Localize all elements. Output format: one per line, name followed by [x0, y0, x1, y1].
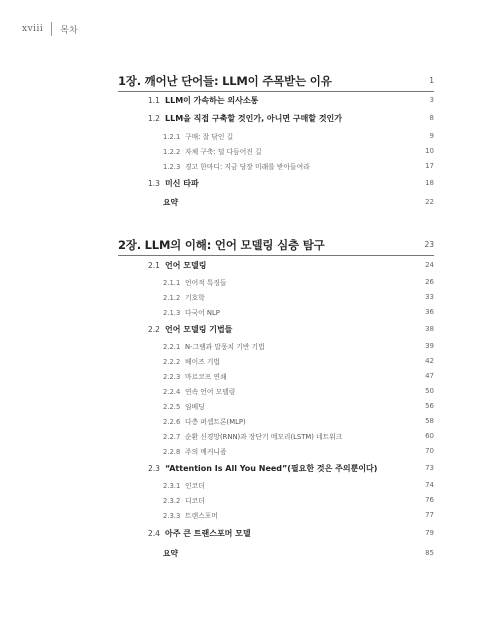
entry-number: 1.2.1: [163, 133, 181, 141]
entry-title: 언어 모델링 기법들: [165, 324, 233, 334]
entry-page: 17: [425, 162, 434, 170]
entry-title: 연속 언어 모델링: [185, 388, 236, 396]
entry-title: N-그램과 말뭉치 기반 기법: [185, 343, 265, 351]
entry-page: 76: [425, 496, 434, 504]
toc-entry-1-2-3[interactable]: [163, 159, 434, 173]
entry-title: 요약: [163, 197, 179, 207]
entry-page: 36: [425, 308, 434, 316]
entry-number: 2.2.2: [163, 358, 181, 366]
entry-page: 38: [425, 325, 434, 333]
entry-title: LLM을 직접 구축할 것인가, 아니면 구매할 것인가: [165, 113, 343, 123]
header-divider: [51, 22, 52, 36]
toc-entry-1-3[interactable]: [148, 176, 434, 190]
entry-page: 39: [425, 342, 434, 350]
toc-entry-2-4[interactable]: [148, 526, 434, 540]
toc-entry-1-2[interactable]: [148, 111, 434, 125]
entry-title: 경고 한마디: 지금 당장 미래를 받아들여라: [185, 163, 310, 171]
chapter-page: 23: [424, 240, 434, 249]
entry-number: 2.3.3: [163, 512, 181, 520]
entry-title: 아주 큰 트랜스포머 모델: [165, 528, 251, 538]
toc-entry-summary-2[interactable]: [163, 546, 434, 560]
entry-number: 1.2.3: [163, 163, 181, 171]
entry-number: 2.2: [148, 324, 160, 334]
entry-number: 2.2.4: [163, 388, 181, 396]
toc-entry-2-2-1[interactable]: [163, 339, 434, 353]
toc-entry-2-3-3[interactable]: [163, 508, 434, 522]
toc-entry-summary-1[interactable]: [163, 195, 434, 209]
toc-entry-2-3-2[interactable]: [163, 493, 434, 507]
entry-number: 2.2.8: [163, 448, 181, 456]
entry-number: 2.3.1: [163, 482, 181, 490]
entry-page: 3: [429, 96, 434, 104]
entry-title: 언어적 특징들: [185, 279, 227, 287]
entry-title: 디코더: [185, 497, 205, 505]
entry-page: 42: [425, 357, 434, 365]
entry-title: 다국어 NLP: [185, 309, 220, 317]
entry-number: 2.3.2: [163, 497, 181, 505]
entry-title: LLM이 가속하는 의사소통: [165, 95, 259, 105]
toc-entry-2-2-8[interactable]: [163, 444, 434, 458]
entry-number: 2.4: [148, 528, 160, 538]
entry-page: 73: [425, 464, 434, 472]
toc-entry-2-1-3[interactable]: [163, 305, 434, 319]
toc-entry-2-2[interactable]: [148, 322, 434, 336]
chapter-1-heading[interactable]: [118, 70, 434, 92]
entry-number: 2.1.1: [163, 279, 181, 287]
entry-title: 요약: [163, 548, 179, 558]
entry-title: 트랜스포머: [185, 512, 218, 520]
entry-page: 8: [429, 114, 434, 122]
toc-entry-2-1-2[interactable]: [163, 290, 434, 304]
toc-entry-2-2-6[interactable]: [163, 414, 434, 428]
entry-title: “Attention Is All You Need”(필요한 것은 주의뿐이다): [165, 463, 378, 473]
toc-entry-2-2-4[interactable]: [163, 384, 434, 398]
entry-number: 2.2.1: [163, 343, 181, 351]
chapter-page: 1: [429, 76, 434, 85]
toc-entry-2-3[interactable]: [148, 461, 434, 475]
entry-page: 47: [425, 372, 434, 380]
entry-title: 마르코프 연쇄: [185, 373, 227, 381]
section-label: 목차: [60, 25, 78, 36]
entry-page: 50: [425, 387, 434, 395]
entry-page: 18: [425, 179, 434, 187]
toc-entry-2-2-7[interactable]: [163, 429, 434, 443]
entry-page: 70: [425, 447, 434, 455]
toc-entry-2-1-1[interactable]: [163, 275, 434, 289]
chapter-2-heading[interactable]: [118, 234, 434, 256]
entry-title: 다층 퍼셉트론(MLP): [185, 418, 246, 426]
toc-entry-1-1[interactable]: [148, 93, 434, 107]
chapter-title: 2장. LLM의 이해: 언어 모델링 심층 탐구: [118, 237, 325, 252]
toc-entry-2-2-3[interactable]: [163, 369, 434, 383]
toc-entry-2-1[interactable]: [148, 258, 434, 272]
toc-entry-2-3-1[interactable]: [163, 478, 434, 492]
entry-page: 85: [425, 549, 434, 557]
entry-page: 26: [425, 278, 434, 286]
entry-number: 2.2.6: [163, 418, 181, 426]
entry-number: 2.3: [148, 463, 160, 473]
entry-number: 1.3: [148, 178, 160, 188]
toc-entry-1-2-2[interactable]: [163, 144, 434, 158]
entry-title: 순환 신경망(RNN)과 장단기 메모리(LSTM) 네트워크: [185, 433, 343, 441]
entry-number: 2.2.3: [163, 373, 181, 381]
entry-title: 주의 메커니즘: [185, 448, 227, 456]
chapter-title: 1장. 깨어난 단어들: LLM이 주목받는 이유: [118, 73, 332, 88]
entry-number: 2.1: [148, 260, 160, 270]
entry-page: 10: [425, 147, 434, 155]
entry-title: 베이즈 기법: [185, 358, 220, 366]
entry-title: 임베딩: [185, 403, 205, 411]
entry-page: 9: [429, 132, 434, 140]
toc-entry-2-2-2[interactable]: [163, 354, 434, 368]
toc-entry-2-2-5[interactable]: [163, 399, 434, 413]
entry-number: 1.2.2: [163, 148, 181, 156]
entry-title: 기호학: [185, 294, 205, 302]
entry-number: 2.2.5: [163, 403, 181, 411]
entry-title: 미신 타파: [165, 178, 199, 188]
entry-title: 언어 모델링: [165, 260, 207, 270]
running-head: [22, 22, 78, 36]
entry-page: 60: [425, 432, 434, 440]
entry-page: 58: [425, 417, 434, 425]
entry-page: 56: [425, 402, 434, 410]
entry-title: 인코더: [185, 482, 205, 490]
entry-number: 1.1: [148, 95, 160, 105]
entry-number: 1.2: [148, 113, 160, 123]
entry-page: 79: [425, 529, 434, 537]
entry-page: 24: [425, 261, 434, 269]
entry-page: 33: [425, 293, 434, 301]
entry-page: 22: [425, 198, 434, 206]
entry-title: 구매: 잘 닦인 길: [185, 133, 234, 141]
entry-page: 77: [425, 511, 434, 519]
entry-number: 2.1.3: [163, 309, 181, 317]
entry-number: 2.2.7: [163, 433, 181, 441]
toc-entry-1-2-1[interactable]: [163, 129, 434, 143]
entry-title: 자체 구축: 덜 다듬어진 길: [185, 148, 262, 156]
entry-page: 74: [425, 481, 434, 489]
page-number: xviii: [22, 24, 44, 34]
entry-number: 2.1.2: [163, 294, 181, 302]
